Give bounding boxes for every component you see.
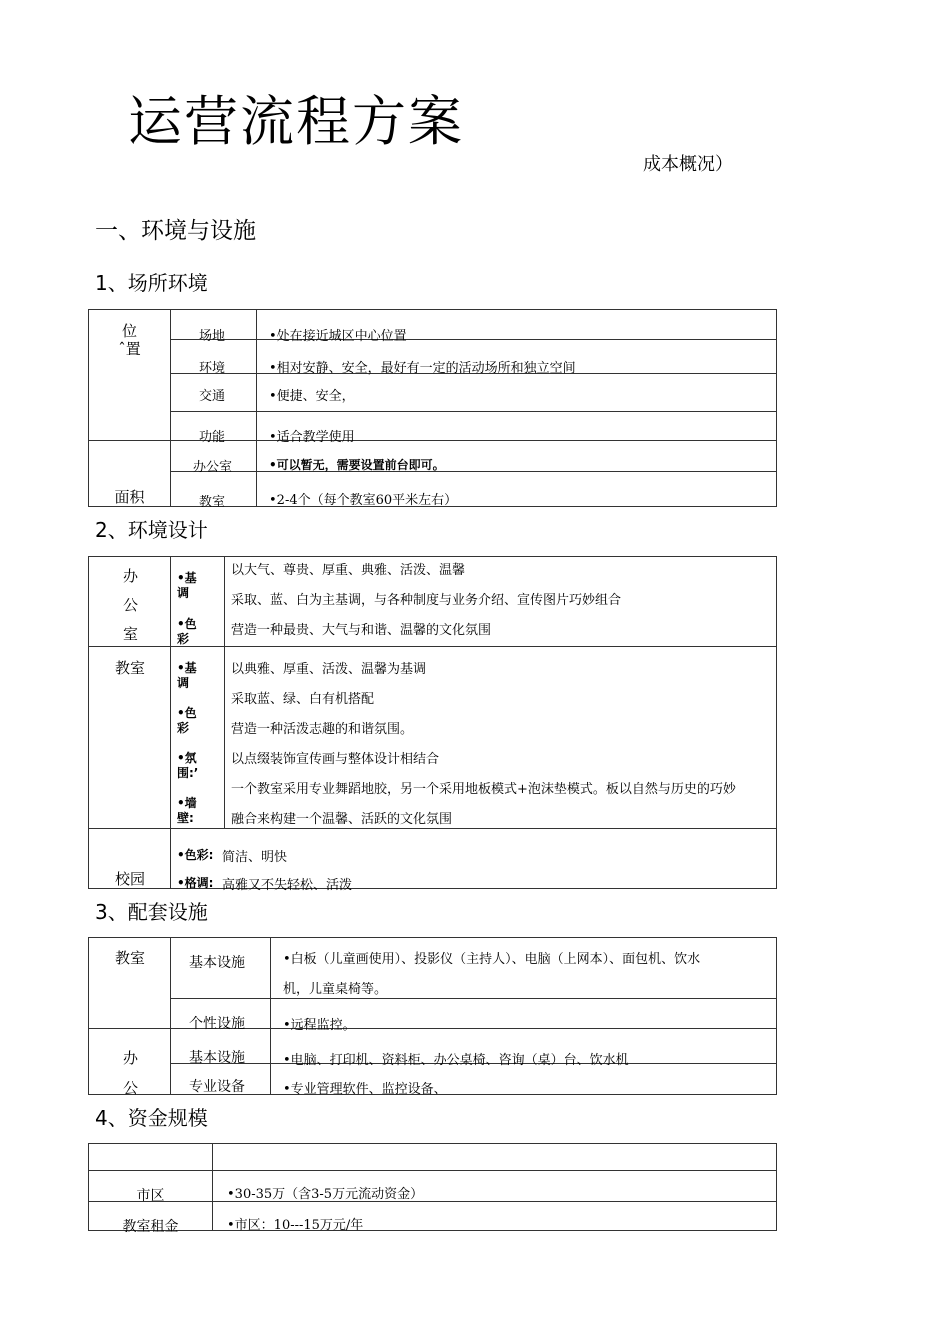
row-label: 办公室 <box>193 460 233 475</box>
key-atmosphere: •氛围:’ <box>177 751 199 780</box>
row-label: 功能 <box>199 430 226 445</box>
row-text: •处在接近城区中心位置 <box>269 329 407 344</box>
group-label-classroom: 教室 <box>89 647 171 829</box>
page-title: 运营流程方案 <box>128 90 464 153</box>
design-line: 以大气、尊贵、厚重、典雅、活泼、温馨 <box>231 563 466 578</box>
section-heading: 一、环境与设施 <box>95 218 256 244</box>
facility-line: •白板（儿童画使用）、投影仪（主持人）、电脑（上网本）、面包机、饮水 <box>283 952 701 967</box>
row-text: •2-4个（每个教室60平米左右） <box>269 493 458 508</box>
row-text: •相对安静、安全，最好有一定的活动场所和独立空间 <box>269 361 576 376</box>
design-line: 采取蓝、绿、白有机搭配 <box>231 692 375 707</box>
design-line: 采取、蓝、白为主基调，与各种制度与业务介绍、宣传图片巧妙组合 <box>231 593 622 608</box>
row-text: •市区：10---15万元/年 <box>227 1218 364 1233</box>
facility-line: •远程监控。 <box>283 1018 356 1033</box>
row-label: 场地 <box>199 329 226 344</box>
group-label-campus: 校园 <box>89 829 171 889</box>
page-subtitle: 成本概况） <box>643 154 733 175</box>
subsection-heading-4: 4、资金规模 <box>95 1106 208 1130</box>
group-label-classroom: 教室 <box>89 938 171 1029</box>
key-color: •色彩 <box>177 706 197 735</box>
design-line: 营造一种最贵、大气与和谐、温馨的文化氛围 <box>231 623 492 638</box>
group-label-office: 办 公 室 <box>89 557 171 647</box>
row-label: 基本设施 <box>189 955 245 971</box>
subsection-heading-1: 1、场所环境 <box>95 271 208 295</box>
design-line: 以点缀装饰宣传画与整体设计相结合 <box>231 752 440 767</box>
campus-key-style: •格调: <box>177 876 214 890</box>
campus-text: 高雅又不失轻松、活泼 <box>222 878 353 893</box>
campus-key-color: •色彩: <box>177 848 214 862</box>
key-color: •色彩 <box>177 617 197 646</box>
design-line: 融合来构建一个温馨、活跃的文化氛围 <box>231 812 453 827</box>
row-label: 市区 <box>136 1188 165 1204</box>
design-table <box>88 556 777 893</box>
row-label: 环境 <box>199 361 226 376</box>
row-label: 教室租金 <box>122 1219 179 1235</box>
facility-line: •专业管理软件、监控设备、 <box>283 1082 447 1097</box>
group-label-area: 面积 <box>89 441 171 507</box>
row-text: •适合教学使用 <box>269 430 355 445</box>
site-table <box>88 309 777 510</box>
key-wall: •墙壁: <box>177 796 197 825</box>
facility-line: 机，儿童桌椅等。 <box>283 982 388 997</box>
row-text: •便捷、安全， <box>269 389 355 404</box>
funding-table <box>88 1143 777 1235</box>
row-text: •30-35万（含3-5万元流动资金） <box>227 1187 424 1202</box>
key-tone: •基调 <box>177 571 197 600</box>
row-label: 个性设施 <box>189 1016 245 1032</box>
group-label-office: 办 公 <box>89 1029 171 1095</box>
row-label: 专业设备 <box>189 1079 245 1095</box>
subsection-heading-2: 2、环境设计 <box>95 518 208 542</box>
row-text: •可以暂无，需要设置前台即可。 <box>269 458 445 472</box>
key-tone: •基调 <box>177 661 197 690</box>
facility-table <box>88 937 777 1095</box>
group-label-location: 位 ˆ置 <box>89 310 171 441</box>
facility-line: •电脑、打印机、资料柜、办公桌椅、咨询（桌）台、饮水机 <box>283 1053 629 1068</box>
design-line: 营造一种活泼志趣的和谐氛围。 <box>231 722 414 737</box>
design-line: 一个教室采用专业舞蹈地胶，另一个采用地板模式+泡沫垫模式。板以自然与历史的巧妙 <box>231 782 736 797</box>
subsection-heading-3: 3、配套设施 <box>95 900 208 924</box>
campus-text: 简洁、明快 <box>222 850 288 865</box>
row-label: 基本设施 <box>189 1050 245 1066</box>
design-line: 以典雅、厚重、活泼、温馨为基调 <box>231 662 427 677</box>
row-label: 教室 <box>199 495 226 510</box>
row-label: 交通 <box>199 389 226 404</box>
